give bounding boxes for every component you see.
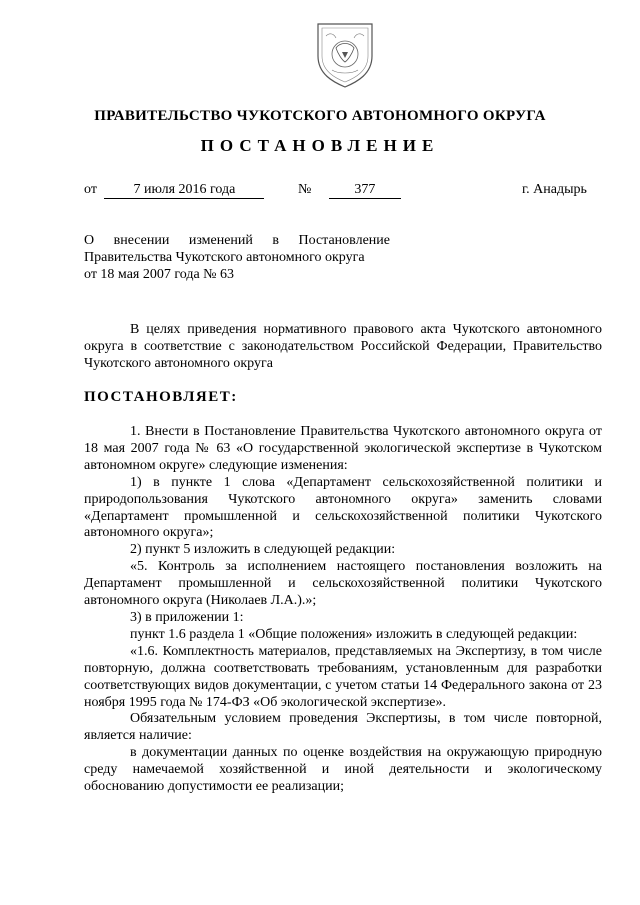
paragraph-9: в документации данных по оценке воздействия на окружающую природную среду намечаемой хозяйственной и иной деятельности и экологическому обоснованию допустимости ее реализации; [84,745,602,795]
preamble-paragraph: В целях приведения нормативного правового акта Чукотского автономного округа в соответствие с законодательством Российской Федерации, Правительство Чукотского автономного округа [84,322,602,371]
subject-line-2: Правительства Чукотского автономного округа [84,250,365,265]
number-value: 377 [329,182,401,199]
document-subject [84,232,390,283]
paragraph-8: Обязательным условием проведения Экспертизы, в том числе повторной, является наличие: [84,711,602,744]
paragraph-7: «1.6. Комплектность материалов, представляемых на Экспертизу, в том числе повторную, должна соответствовать требованиям, установленным для разработки соответствующих видов документации, с учетом статьи 14 Федерального закона от 23 ноября 1995 года № 174-ФЗ «Об экологической экспертизе». [84,643,602,710]
decree-body [84,424,602,796]
number-field [298,182,401,199]
document-type-heading: ПОСТАНОВЛЕНИЕ [200,136,440,155]
paragraph-2: 1) в пункте 1 слова «Департамент сельскохозяйственной политики и природопользования Чукотского автономного округа» заменить словами «Департамент промышленной и сельскохозяйственной политики Чукотского автономного округа»; [84,474,602,541]
coat-of-arms-emblem [312,18,378,90]
subject-line-3: от 18 мая 2007 года № 63 [84,267,235,282]
paragraph-5: 3) в приложении 1: [130,609,244,625]
city-name: г. Анадырь [522,182,587,197]
number-prefix: № [298,182,312,197]
decree-heading: ПОСТАНОВЛЯЕТ: [84,389,238,405]
paragraph-4: «5. Контроль за исполнением настоящего постановления возложить на Департамент промышленной и сельскохозяйственной политики Чукотского автономного округа (Николаев Л.А.).»; [84,559,602,609]
paragraph-3: 2) пункт 5 изложить в следующей редакции: [130,542,396,558]
date-value: 7 июля 2016 года [104,182,264,199]
date-prefix: от [84,182,97,197]
paragraph-6: пункт 1.6 раздела 1 «Общие положения» изложить в следующей редакции: [130,626,578,642]
subject-line-1: О внесении изменений в Постановление [84,233,390,248]
government-title: ПРАВИТЕЛЬСТВО ЧУКОТСКОГО АВТОНОМНОГО ОКРУГА [94,108,546,124]
paragraph-1: 1. Внести в Постановление Правительства Чукотского автономного округа от 18 мая 2007 года № 63 «О государственной экологической экспертизе в Чукотском автономном округе» следующие изменения: [84,424,602,473]
date-field [84,182,264,199]
